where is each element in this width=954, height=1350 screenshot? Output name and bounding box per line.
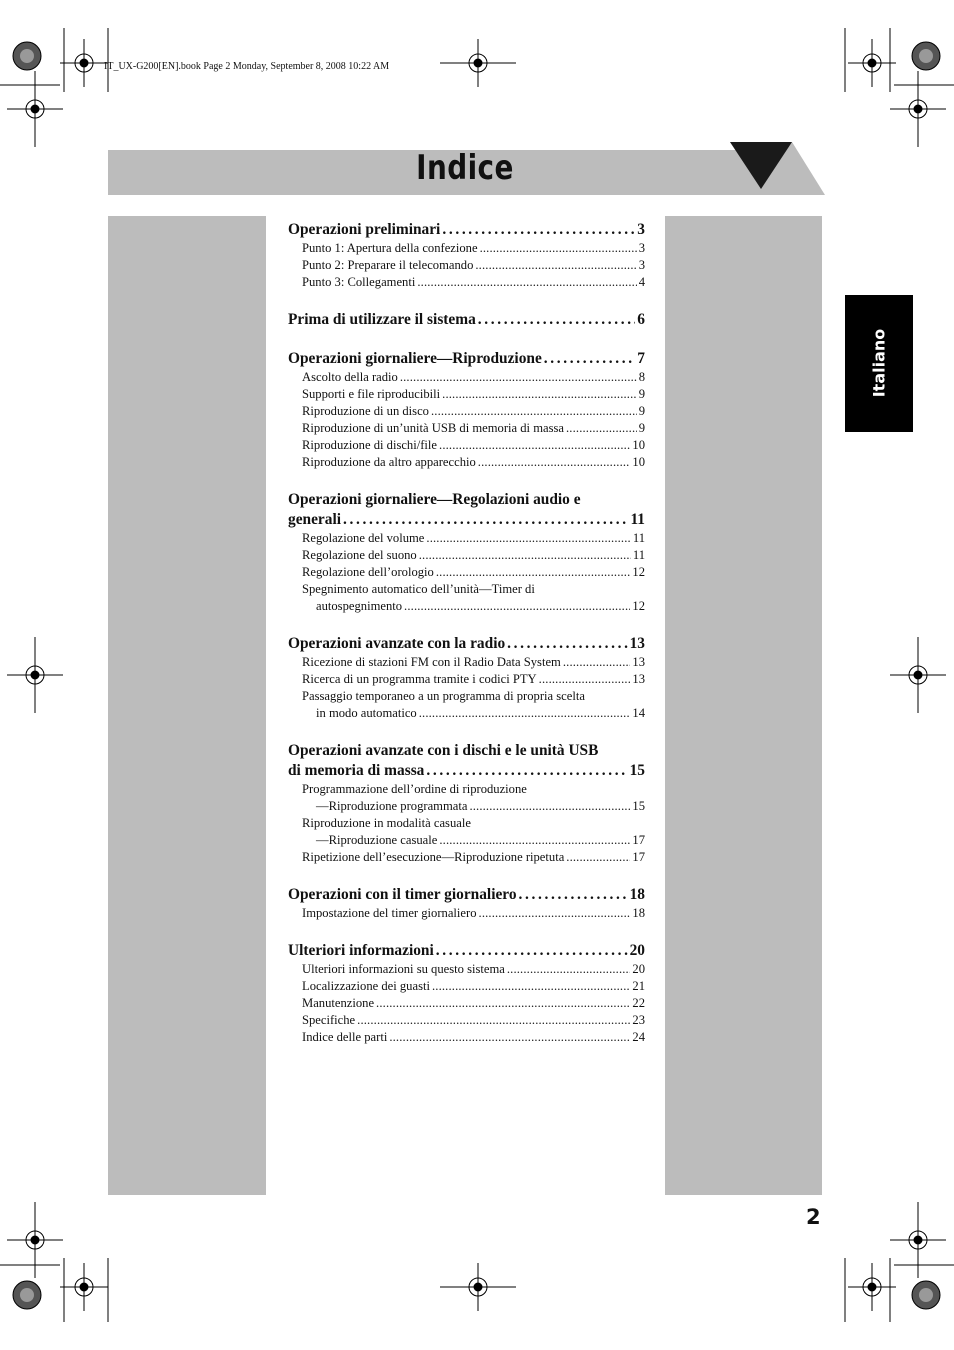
- toc-section: [288, 634, 645, 722]
- toc-entry[interactable]: Punto 2: Preparare il telecomando . . . 3: [288, 257, 645, 274]
- toc-section-title[interactable]: Operazioni avanzate con la radio . . . 13: [288, 634, 645, 654]
- toc-entry[interactable]: Supporti e file riproducibili . . . 9: [288, 386, 645, 403]
- toc-section: [288, 885, 645, 922]
- toc-entry[interactable]: Riproduzione di un’unità USB di memoria di massa . . . 9: [288, 420, 645, 437]
- toc-section-title[interactable]: Operazioni giornaliere—Riproduzione . . . 7: [288, 349, 645, 369]
- file-header: IT_UX-G200[EN].book Page 2 Monday, September 8, 2008 10:22 AM: [104, 61, 390, 72]
- toc-section-title-line2[interactable]: generali . . . 11: [288, 510, 645, 530]
- toc-section-title[interactable]: Operazioni con il timer giornaliero . . . 18: [288, 885, 645, 905]
- toc-section: [288, 741, 645, 866]
- toc-entry[interactable]: Localizzazione dei guasti . . . 21: [288, 978, 645, 995]
- toc-entry[interactable]: Specifiche . . . 23: [288, 1012, 645, 1029]
- toc-section: [288, 310, 645, 330]
- toc-entry[interactable]: Regolazione dell’orologio . . . 12: [288, 564, 645, 581]
- toc-entry-line2[interactable]: autospegnimento . . . 12: [288, 598, 645, 615]
- toc-entry[interactable]: Ascolto della radio . . . 8: [288, 369, 645, 386]
- toc-section-title[interactable]: Operazioni preliminari . . . 3: [288, 220, 645, 240]
- toc-entry-line2[interactable]: —Riproduzione programmata . . . 15: [288, 798, 645, 815]
- language-tab-label: Italiano: [869, 328, 889, 398]
- toc-section-title-line1[interactable]: Operazioni avanzate con i dischi e le unità USB: [288, 742, 599, 759]
- toc-section: [288, 349, 645, 471]
- toc-entry[interactable]: Regolazione del volume . . . 11: [288, 530, 645, 547]
- toc-entry-line2[interactable]: in modo automatico . . . 14: [288, 705, 645, 722]
- page-title: Indice: [416, 148, 514, 188]
- toc-entry[interactable]: Riproduzione di dischi/file . . . 10: [288, 437, 645, 454]
- toc-section-title-line1[interactable]: Operazioni giornaliere—Regolazioni audio e: [288, 491, 581, 508]
- toc-section-title[interactable]: Ulteriori informazioni . . . 20: [288, 941, 645, 961]
- toc-entry[interactable]: Ricezione di stazioni FM con il Radio Data System . . . 13: [288, 654, 645, 671]
- toc-section: [288, 941, 645, 1046]
- toc-entry-line1[interactable]: Passaggio temporaneo a un programma di propria scelta: [302, 689, 585, 703]
- toc-entry-line1[interactable]: Programmazione dell’ordine di riproduzione: [302, 782, 527, 796]
- toc-section: [288, 490, 645, 615]
- table-of-contents: [288, 220, 645, 1065]
- left-gray-column: [108, 216, 266, 1195]
- toc-entry[interactable]: Ulteriori informazioni su questo sistema . . . 20: [288, 961, 645, 978]
- toc-entry[interactable]: Regolazione del suono . . . 11: [288, 547, 645, 564]
- toc-entry[interactable]: Impostazione del timer giornaliero . . . 18: [288, 905, 645, 922]
- toc-entry[interactable]: Manutenzione . . . 22: [288, 995, 645, 1012]
- toc-entry[interactable]: Indice delle parti . . . 24: [288, 1029, 645, 1046]
- toc-entry[interactable]: Ripetizione dell’esecuzione—Riproduzione ripetuta . . . 17: [288, 849, 645, 866]
- toc-entry-line1[interactable]: Spegnimento automatico dell’unità—Timer di: [302, 582, 535, 596]
- toc-entry[interactable]: Ricerca di un programma tramite i codici PTY . . . 13: [288, 671, 645, 688]
- toc-section-title[interactable]: Prima di utilizzare il sistema . . . 6: [288, 310, 645, 330]
- toc-entry-line2[interactable]: —Riproduzione casuale . . . 17: [288, 832, 645, 849]
- toc-entry[interactable]: Riproduzione da altro apparecchio . . . 10: [288, 454, 645, 471]
- toc-entry[interactable]: Riproduzione di un disco . . . 9: [288, 403, 645, 420]
- toc-entry[interactable]: Punto 3: Collegamenti . . . 4: [288, 274, 645, 291]
- toc-entry[interactable]: Punto 1: Apertura della confezione . . . 3: [288, 240, 645, 257]
- right-gray-column: [665, 216, 822, 1195]
- toc-section: [288, 220, 645, 291]
- toc-entry-line1[interactable]: Riproduzione in modalità casuale: [302, 816, 471, 830]
- toc-section-title-line2[interactable]: di memoria di massa . . . 15: [288, 761, 645, 781]
- page-number: 2: [806, 1205, 821, 1229]
